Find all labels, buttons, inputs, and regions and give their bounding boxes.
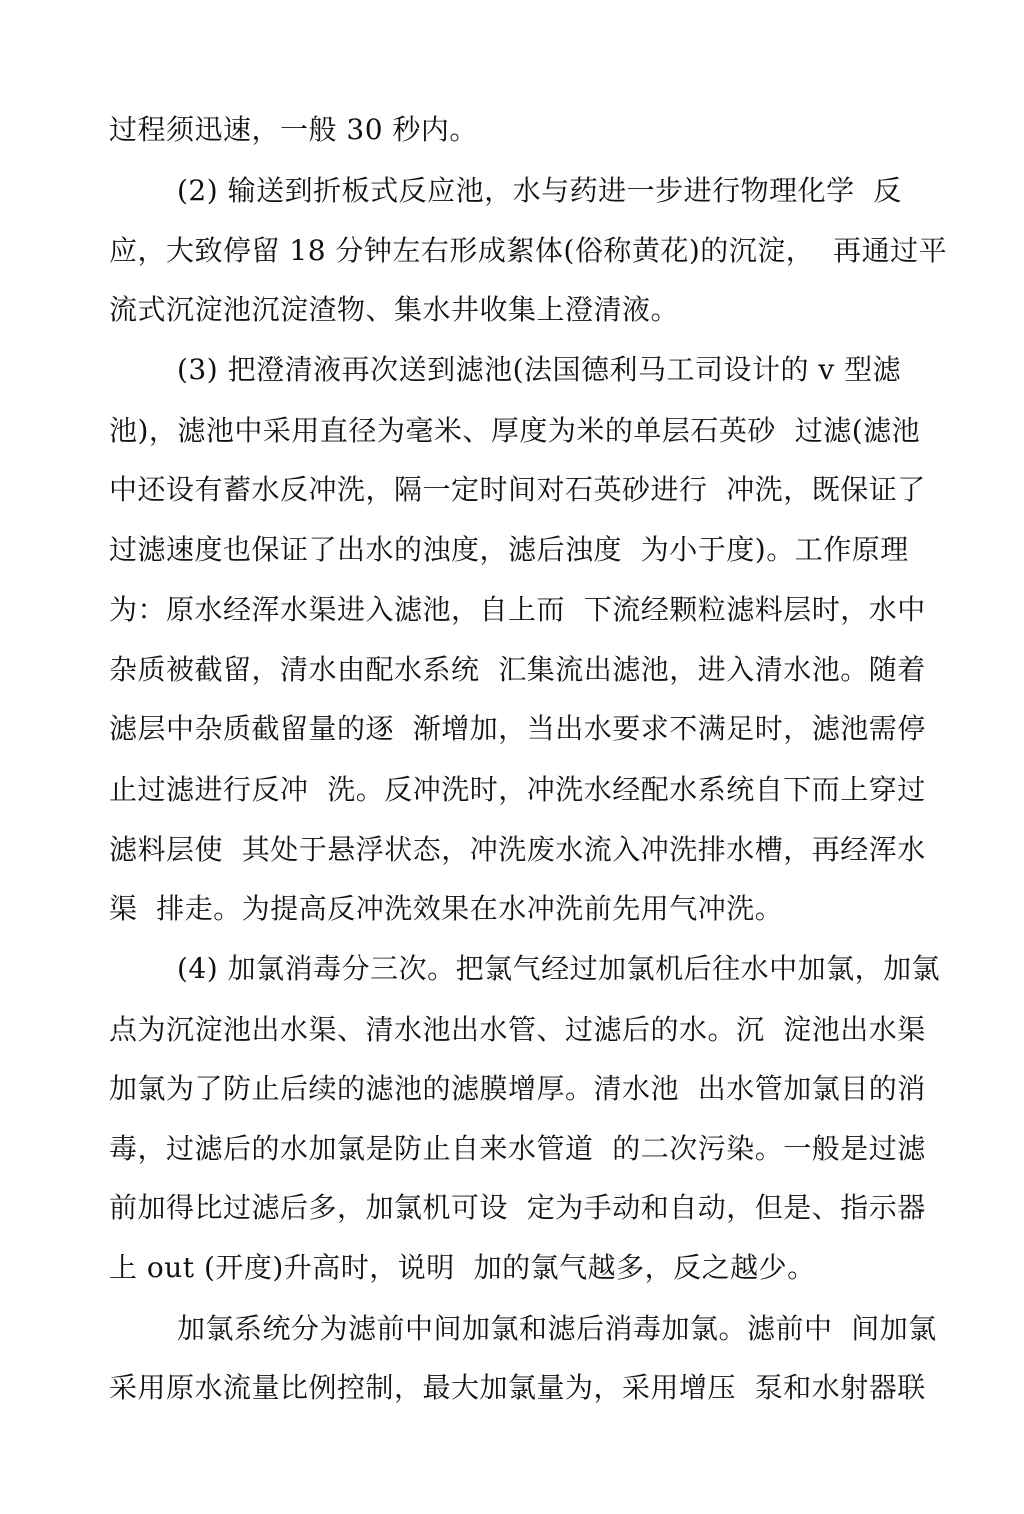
text-line: 上 out (开度)升高时，说明 加的氯气越多，反之越少。 [109, 1251, 816, 1284]
text-line: 杂质被截留，清水由配水系统 汇集流出滤池，进入清水池。随着 [109, 653, 926, 686]
text-line: 应，大致停留 18 分钟左右形成絮体(俗称黄花)的沉淀， 再通过平 [109, 234, 948, 267]
text-line: (4) 加氯消毒分三次。把氯气经过加氯机后往水中加氯，加氯 [177, 952, 941, 985]
text-line: 过滤速度也保证了出水的浊度，滤后浊度 为小于度)。工作原理 [109, 533, 909, 566]
text-line: 中还设有蓄水反冲洗，隔一定时间对石英砂进行 冲洗，既保证了 [109, 473, 926, 506]
text-line: 滤料层使 其处于悬浮状态，冲洗废水流入冲洗排水槽，再经浑水 [109, 833, 926, 866]
text-line: 加氯为了防止后续的滤池的滤膜增厚。清水池 出水管加氯目的消 [109, 1072, 926, 1105]
text-line: 点为沉淀池出水渠、清水池出水管、过滤后的水。沉 淀池出水渠 [109, 1013, 926, 1046]
text-line: 滤层中杂质截留量的逐 渐增加，当出水要求不满足时，滤池需停 [109, 712, 926, 745]
text-line: (2) 输送到折板式反应池，水与药进一步进行物理化学 反 [177, 174, 902, 207]
text-line: 毒，过滤后的水加氯是防止自来水管道 的二次污染。一般是过滤 [109, 1132, 926, 1165]
text-line: 过程须迅速，一般 30 秒内。 [109, 113, 478, 146]
text-line: 为：原水经浑水渠进入滤池，自上而 下流经颗粒滤料层时，水中 [109, 593, 926, 626]
text-line: (3) 把澄清液再次送到滤池(法国德利马工司设计的 v 型滤 [177, 353, 902, 386]
text-line: 池)，滤池中采用直径为毫米、厚度为米的单层石英砂 过滤(滤池 [109, 414, 921, 447]
text-line: 渠 排走。为提高反冲洗效果在水冲洗前先用气冲洗。 [109, 892, 784, 925]
text-line: 流式沉淀池沉淀渣物、集水井收集上澄清液。 [109, 293, 680, 326]
text-line: 加氯系统分为滤前中间加氯和滤后消毒加氯。滤前中 间加氯 [177, 1312, 937, 1345]
text-line: 前加得比过滤后多，加氯机可设 定为手动和自动，但是、指示器 [109, 1191, 926, 1224]
text-line: 止过滤进行反冲 洗。反冲洗时，冲洗水经配水系统自下而上穿过 [109, 773, 926, 806]
text-line: 采用原水流量比例控制，最大加氯量为，采用增压 泵和水射器联 [109, 1371, 926, 1404]
